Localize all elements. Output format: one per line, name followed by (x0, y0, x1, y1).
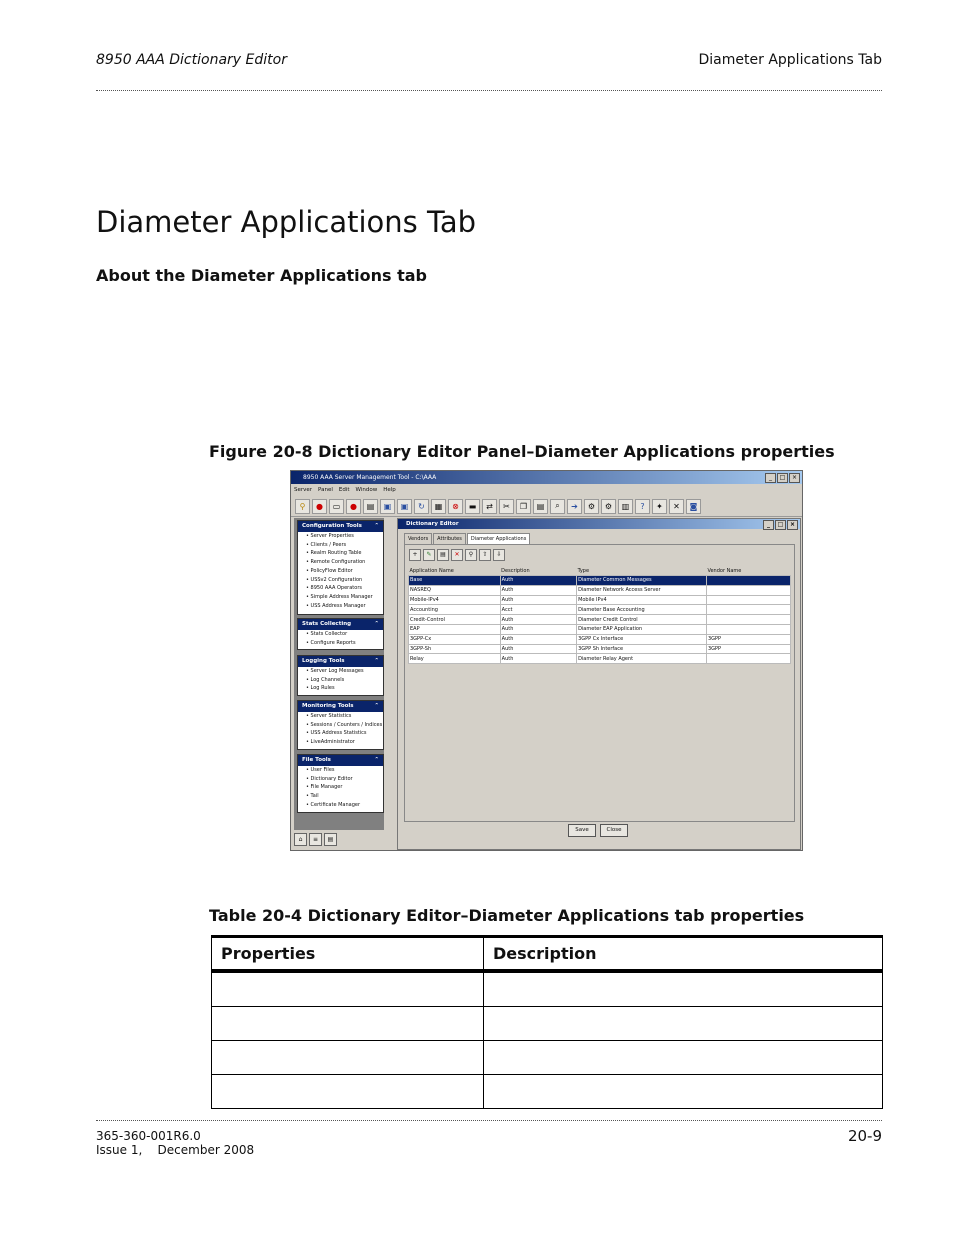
menu-window[interactable]: Window (355, 487, 378, 493)
cell (706, 605, 790, 615)
item-label: Certificate Manager (310, 801, 361, 808)
item-label: Server Log Messages (310, 668, 364, 674)
cell: 3GPP Cx Interface (577, 634, 707, 644)
item-label: Log Channels (310, 676, 345, 683)
cell: Diameter Network Access Server (577, 585, 707, 595)
item-label: 8950 AAA Operators (310, 585, 362, 592)
item-label: USS Address Statistics (310, 730, 367, 737)
table-row[interactable] (409, 576, 791, 586)
page-title: Diameter Applications Tab (96, 205, 477, 239)
cell: Auth (500, 624, 576, 634)
logging-tools-panel (297, 655, 384, 696)
sidebar-item-file-manager[interactable]: • File Manager (306, 784, 343, 791)
applications-table (408, 567, 791, 664)
cell: Base (409, 576, 501, 586)
document-number: 365-360-001R6.0 (96, 1129, 201, 1143)
collapse-icon[interactable]: ⌃ (374, 621, 379, 627)
sidebar-item-ussv2[interactable]: • USSv2 Configuration (306, 576, 363, 583)
table-row (212, 1041, 883, 1075)
table-row[interactable] (409, 585, 791, 595)
tab-vendors[interactable]: Vendors (404, 533, 432, 544)
table-row[interactable] (409, 624, 791, 634)
main-toolbar (291, 496, 803, 517)
add-icon[interactable]: + (409, 549, 421, 561)
monitoring-tools-panel (297, 700, 384, 750)
tool-sidebar (294, 518, 384, 830)
menu-server[interactable]: Server (294, 487, 313, 493)
sidebar-item-server-statistics[interactable]: • Server Statistics (306, 713, 352, 719)
cell: Auth (500, 654, 576, 664)
sidebar-item-operators[interactable]: • 8950 AAA Operators (306, 585, 362, 592)
col-description[interactable]: Description (501, 568, 530, 574)
editor-title: Dictionary Editor (406, 521, 459, 527)
record-red-icon[interactable]: ● (312, 499, 327, 514)
cell: Relay (409, 654, 501, 664)
table-caption: Table 20-4 Dictionary Editor–Diameter Applications tab properties (209, 906, 805, 925)
item-label: Sessions / Counters / Indices (310, 721, 383, 728)
item-label: Remote Configuration (310, 559, 366, 566)
cell: 3GPP (706, 634, 790, 644)
window-icon[interactable]: ▦ (431, 499, 446, 514)
running-header-right: Diameter Applications Tab (698, 52, 882, 68)
item-label: Configure Reports (310, 639, 356, 646)
export-icon[interactable]: ▥ (618, 499, 633, 514)
find-icon[interactable]: ⚲ (465, 549, 477, 561)
table-header-row (409, 567, 791, 576)
item-label: Dictionary Editor (310, 775, 353, 782)
connect-icon[interactable]: ⚲ (295, 499, 310, 514)
item-label: Simple Address Manager (310, 593, 373, 600)
sidebar-item-simple-address[interactable]: • Simple Address Manager (306, 593, 373, 600)
settings-icon[interactable]: ⚙ (584, 499, 599, 514)
item-label: Log Rules (310, 685, 335, 692)
col-type[interactable]: Type (577, 568, 590, 574)
sidebar-item-remote-config[interactable]: • Remote Configuration (306, 559, 366, 566)
delete-icon[interactable]: ✕ (451, 549, 463, 561)
tab-attributes[interactable]: Attributes (433, 533, 466, 544)
menu-edit[interactable]: Edit (338, 487, 350, 493)
cell (212, 971, 484, 1007)
collapse-icon[interactable]: ⌃ (374, 658, 379, 664)
cell: Accounting (409, 605, 501, 615)
diameter-applications-pane (404, 544, 795, 822)
edit-icon[interactable]: ✎ (423, 549, 435, 561)
cell (212, 1075, 484, 1109)
cell: Diameter EAP Application (577, 624, 707, 634)
cell (484, 971, 883, 1007)
item-label: PolicyFlow Editor (310, 567, 353, 574)
delete-icon[interactable]: ⊗ (448, 499, 463, 514)
sidebar-item-tail[interactable]: • Tail (306, 793, 319, 800)
cell: 3GPP Sh Interface (577, 644, 707, 654)
cell (706, 585, 790, 595)
window-titlebar (291, 471, 802, 484)
file-tools-panel (297, 754, 384, 813)
table-row[interactable] (409, 644, 791, 654)
col-application-name[interactable]: Application Name (409, 568, 454, 574)
item-label: File Manager (310, 784, 343, 791)
save-as-icon[interactable]: ▣ (397, 499, 412, 514)
sidebar-item-stats-collector[interactable]: • Stats Collector (306, 631, 348, 637)
list-icon[interactable]: ▤ (324, 833, 337, 846)
cell: 3GPP (706, 644, 790, 654)
cell (484, 1075, 883, 1109)
panel-title: Stats Collecting (302, 621, 352, 627)
cell: Diameter Credit Control (577, 615, 707, 625)
sidebar-item-realm-routing[interactable]: • Realm Routing Table (306, 550, 362, 557)
table-header-row (212, 937, 883, 972)
sidebar-item-server-properties[interactable]: • Server Properties (306, 533, 354, 539)
cell: 3GPP-Cx (409, 634, 501, 644)
maximize-button[interactable]: □ (777, 473, 788, 483)
configuration-tools-panel (297, 520, 384, 615)
move-down-icon[interactable]: ⇩ (493, 549, 505, 561)
menu-bar (291, 485, 396, 495)
cell (212, 1007, 484, 1041)
cell: 3GPP-Sh (409, 644, 501, 654)
table-row[interactable] (409, 595, 791, 605)
cell: Auth (500, 585, 576, 595)
screenshot-figure (290, 470, 803, 851)
cell: Auth (500, 634, 576, 644)
col-vendor-name[interactable]: Vendor Name (707, 568, 742, 574)
stats-collecting-header[interactable] (298, 619, 383, 630)
item-label: Tail (310, 793, 319, 800)
cell: Mobile-IPv4 (409, 595, 501, 605)
forward-icon[interactable]: ➔ (567, 499, 582, 514)
menu-panel[interactable]: Panel (318, 487, 333, 493)
properties-table (211, 935, 883, 1109)
move-up-icon[interactable]: ⇧ (479, 549, 491, 561)
document-icon[interactable]: ▭ (329, 499, 344, 514)
col-description: Description (484, 937, 883, 972)
table-row (212, 1075, 883, 1109)
cell (484, 1041, 883, 1075)
sidebar-item-liveadmin[interactable]: • LiveAdministrator (306, 739, 355, 746)
panel-title: Logging Tools (302, 658, 345, 664)
section-heading: About the Diameter Applications tab (96, 266, 427, 285)
logging-tools-header[interactable] (298, 656, 383, 667)
editor-tabs (404, 533, 531, 544)
cell: Diameter Base Accounting (577, 605, 707, 615)
cell: Mobile IPv4 (577, 595, 707, 605)
table-row[interactable] (409, 654, 791, 664)
sidebar-bottom-bar (291, 833, 337, 846)
panel-title: Monitoring Tools (302, 703, 354, 709)
running-header-left: 8950 AAA Dictionary Editor (96, 52, 287, 68)
tools-icon[interactable]: ✕ (669, 499, 684, 514)
window-title: 8950 AAA Server Management Tool - C:\AAA (303, 474, 437, 481)
collapse-icon[interactable]: ⌃ (374, 523, 379, 529)
editor-maximize-button[interactable]: □ (775, 520, 786, 530)
cell (706, 624, 790, 634)
cell: Auth (500, 644, 576, 654)
item-label: Realm Routing Table (310, 550, 362, 557)
properties-icon[interactable]: ▤ (437, 549, 449, 561)
editor-titlebar (398, 519, 800, 529)
find-icon[interactable]: ⌕ (550, 499, 565, 514)
collapse-icon[interactable]: ⌃ (374, 757, 379, 763)
file-tools-header[interactable] (298, 755, 383, 766)
cell: Auth (500, 595, 576, 605)
close-button[interactable]: Close (600, 824, 628, 837)
sidebar-item-policyflow[interactable]: • PolicyFlow Editor (306, 567, 353, 574)
sidebar-item-sessions[interactable]: • Sessions / Counters / Indices (306, 721, 383, 728)
cell: Auth (500, 615, 576, 625)
panel-title: Configuration Tools (302, 523, 362, 529)
minimize-button[interactable]: _ (765, 473, 776, 483)
item-label: Server Statistics (310, 713, 352, 719)
cell (706, 595, 790, 605)
monitoring-tools-header[interactable] (298, 701, 383, 712)
col-properties: Properties (212, 937, 484, 972)
dictionary-editor-window (397, 518, 801, 850)
sidebar-item-uss-stats[interactable]: • USS Address Statistics (306, 730, 367, 737)
database-icon[interactable]: ◙ (686, 499, 701, 514)
sidebar-item-dictionary-editor[interactable]: • Dictionary Editor (306, 775, 353, 782)
stats-collecting-panel (297, 618, 384, 650)
paste-icon[interactable]: ▤ (533, 499, 548, 514)
item-label: LiveAdministrator (310, 739, 355, 746)
sync-icon[interactable]: ⇄ (482, 499, 497, 514)
item-label: User Files (310, 767, 335, 773)
options-icon[interactable]: ⚙ (601, 499, 616, 514)
header-divider (96, 90, 882, 91)
editor-toolbar (409, 549, 505, 561)
item-label: Stats Collector (310, 631, 348, 637)
sidebar-item-log-messages[interactable]: • Server Log Messages (306, 668, 364, 674)
cell: EAP (409, 624, 501, 634)
sidebar-item-log-rules[interactable]: • Log Rules (306, 685, 335, 692)
item-label: Clients / Peers (310, 541, 347, 548)
configuration-tools-header[interactable] (298, 521, 383, 532)
sidebar-item-certificate-manager[interactable]: • Certificate Manager (306, 801, 361, 808)
cell (706, 654, 790, 664)
tree-icon[interactable]: ≡ (309, 833, 322, 846)
cell (706, 615, 790, 625)
help-icon[interactable]: ? (635, 499, 650, 514)
copy-icon[interactable]: ❐ (516, 499, 531, 514)
table-row (212, 1007, 883, 1041)
item-label: USSv2 Configuration (310, 576, 363, 583)
cell (484, 1007, 883, 1041)
cell: Diameter Relay Agent (577, 654, 707, 664)
save-button[interactable]: Save (568, 824, 596, 837)
issue-date: Issue 1, December 2008 (96, 1143, 255, 1157)
home-icon[interactable]: ⌂ (294, 833, 307, 846)
cell: Auth (500, 576, 576, 586)
table-row (212, 971, 883, 1007)
table-row[interactable] (409, 615, 791, 625)
table-row[interactable] (409, 605, 791, 615)
sidebar-item-uss-address[interactable]: • USS Address Manager (306, 602, 366, 609)
cell: Credit-Control (409, 615, 501, 625)
monitor-icon[interactable]: ▬ (465, 499, 480, 514)
editor-minimize-button[interactable]: _ (763, 520, 774, 530)
item-label: USS Address Manager (310, 602, 366, 609)
document-icon[interactable]: ▤ (363, 499, 378, 514)
item-label: Server Properties (310, 533, 354, 539)
cut-icon[interactable]: ✂ (499, 499, 514, 514)
page-number: 20-9 (847, 1127, 882, 1145)
save-icon[interactable]: ▣ (380, 499, 395, 514)
cell: Acct (500, 605, 576, 615)
panel-title: File Tools (302, 757, 331, 763)
refresh-icon[interactable]: ↻ (414, 499, 429, 514)
sidebar-item-user-files[interactable]: • User Files (306, 767, 335, 773)
cell: Diameter Common Messages (577, 576, 707, 586)
tab-diameter-applications[interactable]: Diameter Applications (467, 533, 530, 544)
record-red-icon[interactable]: ● (346, 499, 361, 514)
cell: NASREQ (409, 585, 501, 595)
menu-help[interactable]: Help (383, 487, 396, 493)
cell (706, 576, 790, 586)
sidebar-item-log-channels[interactable]: • Log Channels (306, 676, 345, 683)
sidebar-item-configure-reports[interactable]: • Configure Reports (306, 639, 356, 646)
figure-caption: Figure 20-8 Dictionary Editor Panel–Diameter Applications properties (209, 442, 835, 461)
footer-divider (96, 1120, 882, 1121)
close-window-button[interactable]: × (789, 473, 800, 483)
editor-close-button[interactable]: × (787, 520, 798, 530)
table-row[interactable] (409, 634, 791, 644)
editor-buttons (568, 824, 628, 837)
cell (212, 1041, 484, 1075)
collapse-icon[interactable]: ⌃ (374, 703, 379, 709)
sidebar-item-clients-peers[interactable]: • Clients / Peers (306, 541, 347, 548)
about-icon[interactable]: ✦ (652, 499, 667, 514)
